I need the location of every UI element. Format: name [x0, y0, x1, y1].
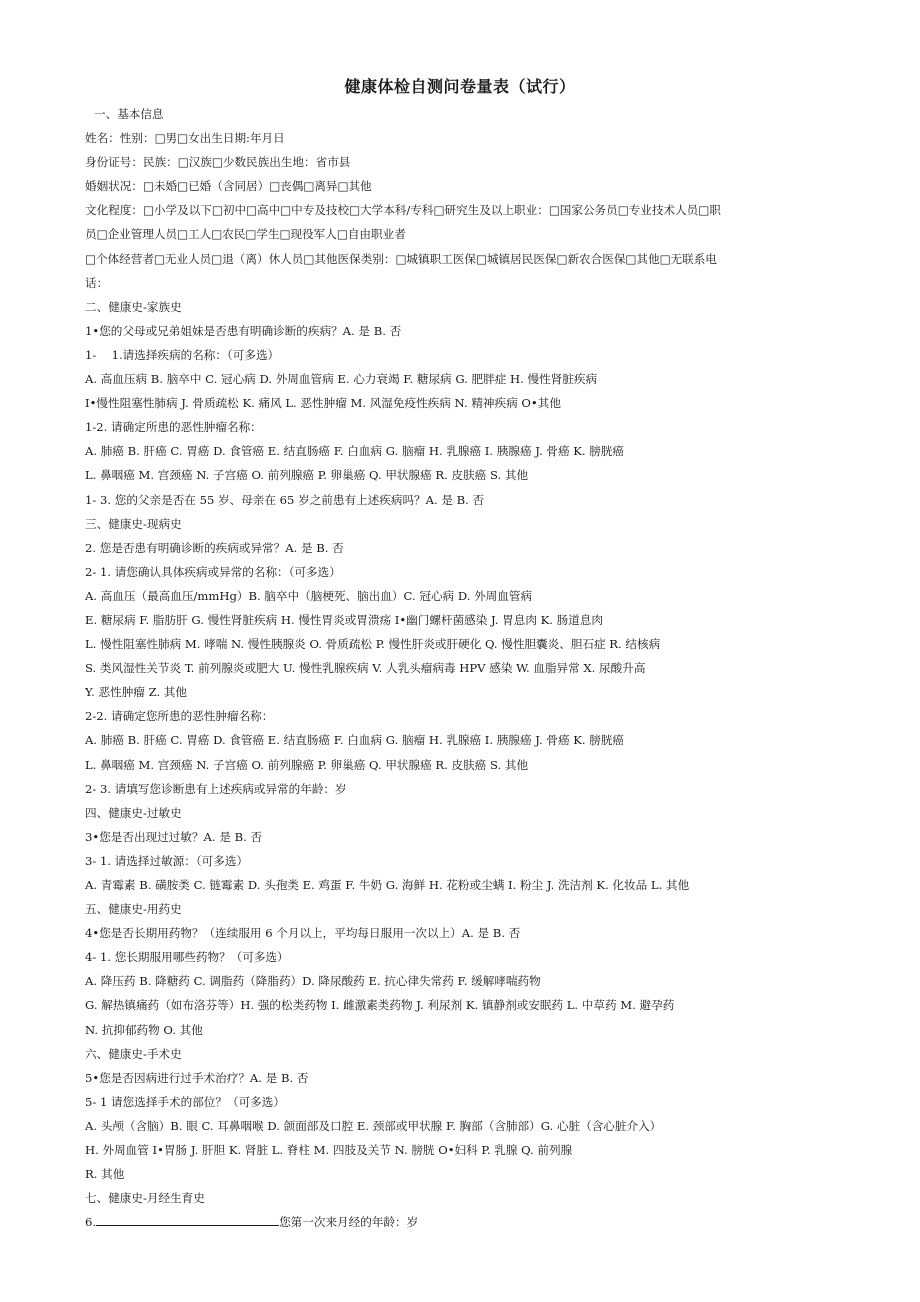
text-line: 5- 1 请您选择手术的部位？（可多选）	[85, 1094, 285, 1109]
text-line: 身份证号：民族：□汉族□少数民族出生地：省市县	[85, 155, 351, 170]
answer-blank[interactable]	[96, 1211, 279, 1226]
text-line: 2-2. 请确定您所患的恶性肿瘤名称：	[85, 709, 274, 724]
text-line: 1- 1.请选择疾病的名称：（可多选）	[85, 347, 280, 362]
text-line: E. 糖尿病 F. 脂肪肝 G. 慢性肾脏疾病 H. 慢性胃炎或胃溃疡 I•幽门螺杆菌感染 J. 胃息肉 K. 肠道息肉	[85, 612, 604, 627]
text-line: 一、基本信息	[94, 107, 164, 121]
text-line: A. 降压药 B. 降糖药 C. 调脂药（降脂药）D. 降尿酸药 E. 抗心律失常药 F. 缓解哮喘药物	[85, 974, 541, 989]
text-line: L. 鼻咽癌 M. 宫颈癌 N. 子宫癌 O. 前列腺癌 P. 卵巢癌 Q. 甲状腺癌 R. 皮肤癌 S. 其他	[85, 757, 529, 772]
text-line: 二、健康史-家族史	[85, 299, 182, 314]
text-line: 五、健康史-用药史	[85, 902, 182, 917]
text-line: 员□企业管理人员□工人□农民□学生□现役军人□自由职业者	[85, 227, 406, 242]
text-line: A. 青霉素 B. 磺胺类 C. 链霉素 D. 头孢类 E. 鸡蛋 F. 牛奶 G. 海鲜 H. 花粉或尘螨 I. 粉尘 J. 洗洁剂 K. 化妆品 L. 其他	[85, 878, 690, 892]
text-line: 1-2. 请确定所患的恶性肿瘤名称：	[85, 420, 262, 435]
text-line: 2. 您是否患有明确诊断的疾病或异常？A. 是 B. 否	[85, 540, 344, 555]
text-line: 话：	[85, 275, 109, 290]
question-number: 6.	[85, 1215, 97, 1230]
text-line: 2- 3. 请填写您诊断患有上述疾病或异常的年龄：岁	[85, 781, 347, 796]
text-line: A. 头颅（含脑）B. 眼 C. 耳鼻咽喉 D. 颌面部及口腔 E. 颈部或甲状腺 F. 胸部（含肺部）G. 心脏（含心脏介入）	[85, 1118, 662, 1133]
question-6-line	[85, 1210, 840, 1234]
text-line: G. 解热镇痛药（如布洛芬等）H. 强的松类药物 I. 雌激素类药物 J. 利尿剂 K. 镇静剂或安眠药 L. 中草药 M. 避孕药	[85, 998, 675, 1013]
text-line: 三、健康史-现病史	[85, 516, 182, 531]
text-line: A. 肺癌 B. 肝癌 C. 胃癌 D. 食管癌 E. 结直肠癌 F. 白血病 G. 脑瘤 H. 乳腺癌 I. 胰腺癌 J. 骨癌 K. 膀胱癌	[85, 444, 625, 459]
text-line: 1- 3. 您的父亲是否在 55 岁、母亲在 65 岁之前患有上述疾病吗？A. 是 B. 否	[85, 492, 485, 507]
document-body	[85, 102, 840, 1234]
text-line: Y. 恶性肿瘤 Z. 其他	[85, 685, 187, 700]
text-line: A. 肺癌 B. 肝癌 C. 胃癌 D. 食管癌 E. 结直肠癌 F. 白血病 G. 脑瘤 H. 乳腺癌 I. 胰腺癌 J. 骨癌 K. 膀胱癌	[85, 733, 625, 748]
text-line: 婚姻状况：□未婚□已婚（含同居）□丧偶□离异□其他	[85, 179, 372, 194]
text-line: H. 外周血管 I•胃肠 J. 肝胆 K. 肾脏 L. 脊柱 M. 四肢及关节 N. 膀胱 O•妇科 P. 乳腺 Q. 前列腺	[85, 1143, 573, 1158]
text-line: A. 高血压病 B. 脑卒中 C. 冠心病 D. 外周血管病 E. 心力衰竭 F. 糖尿病 G. 肥胖症 H. 慢性肾脏疾病	[85, 372, 598, 387]
text-line: 4•您是否长期用药物？（连续服用 6 个月以上，平均每日服用一次以上）A. 是 B. 否	[85, 926, 521, 941]
text-line: 七、健康史-月经生育史	[85, 1191, 205, 1206]
text-line: R. 其他	[85, 1167, 125, 1182]
text-line: A. 高血压（最高血压/mmHg）B. 脑卒中（脑梗死、脑出血）C. 冠心病 D. 外周血管病	[85, 588, 533, 603]
text-line: L. 慢性阻塞性肺病 M. 哮喘 N. 慢性胰腺炎 O. 骨质疏松 P. 慢性肝炎或肝硬化 Q. 慢性胆囊炎、胆石症 R. 结核病	[85, 637, 661, 652]
text-line: 3- 1. 请选择过敏源：（可多选）	[85, 853, 249, 868]
text-line: 文化程度：□小学及以下□初中□高中□中专及技校□大学本科/专科□研究生及以上职业：□国家公务员□专业技术人员□职	[85, 203, 721, 218]
text-line: S. 类风湿性关节炎 T. 前列腺炎或肥大 U. 慢性乳腺疾病 V. 人乳头瘤病毒 HPV 感染 W. 血脂异常 X. 尿酸升高	[85, 661, 646, 676]
text-line: 六、健康史-手术史	[85, 1046, 182, 1061]
text-line: 四、健康史-过敏史	[85, 805, 182, 820]
text-line: L. 鼻咽癌 M. 宫颈癌 N. 子宫癌 O. 前列腺癌 P. 卵巢癌 Q. 甲状腺癌 R. 皮肤癌 S. 其他	[85, 468, 529, 483]
question-text: 您第一次来月经的年龄：岁	[279, 1215, 419, 1230]
text-line: N. 抗抑郁药物 O. 其他	[85, 1022, 203, 1037]
document-title: 健康体检自测问卷量表（试行）	[344, 77, 576, 96]
text-line: I•慢性阻塞性肺病 J. 骨质疏松 K. 痛风 L. 恶性肿瘤 M. 风湿免疫性疾病 N. 精神疾病 O•其他	[85, 396, 561, 411]
text-line: 5•您是否因病进行过手术治疗？A. 是 B. 否	[85, 1070, 309, 1085]
text-line: 4- 1. 您长期服用哪些药物？（可多选）	[85, 950, 289, 965]
text-line: 姓名：性别：□男□女出生日期:年月日	[85, 131, 285, 146]
text-line: 2- 1. 请您确认具体疾病或异常的名称：（可多选）	[85, 564, 341, 579]
text-line: □个体经营者□无业人员□退（离）休人员□其他医保类别：□城镇职工医保□城镇居民医保□新农合医保□其他□无联系电	[85, 251, 717, 266]
text-line: 1•您的父母或兄弟姐妹是否患有明确诊断的疾病？A. 是 B. 否	[85, 323, 402, 338]
text-line: 3•您是否出现过过敏？A. 是 B. 否	[85, 829, 263, 844]
